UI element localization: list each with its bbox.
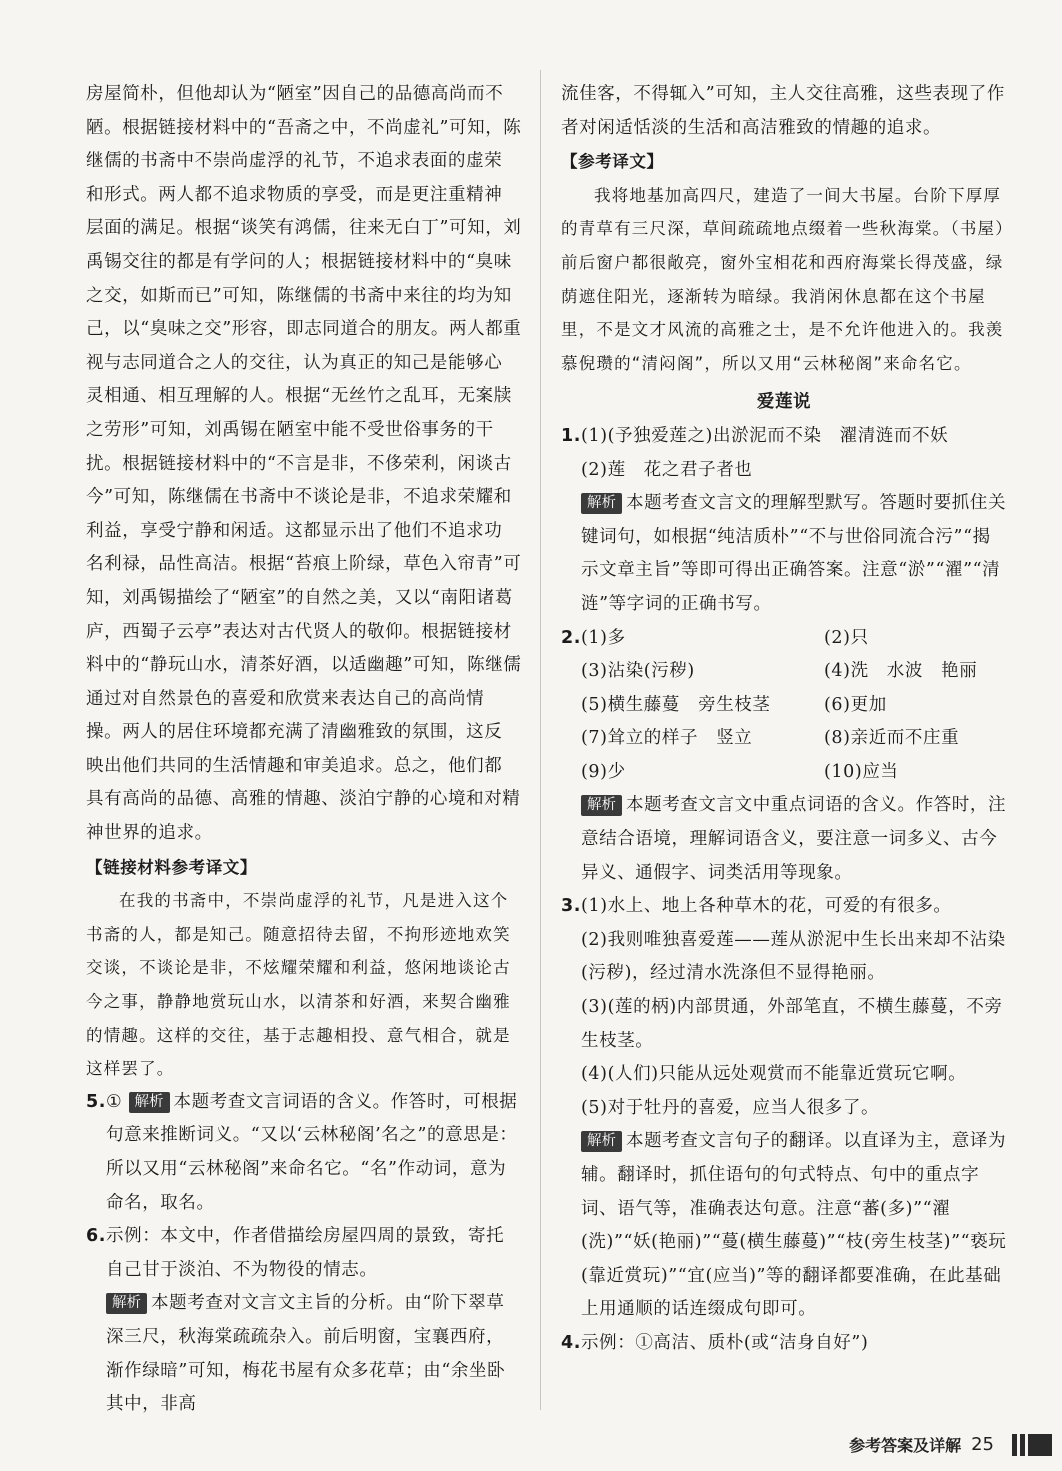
answer-item: (2)只 <box>824 627 869 648</box>
answer-item: (7)耸立的样子 竖立 <box>581 728 753 749</box>
text-line: 禹锡交往的都是有学问的人；根据链接材料中的“臭味 <box>86 251 512 272</box>
analysis-text: 本题考查对文言文主旨的分析。由“阶下翠草深三尺，秋海棠疏疏杂入。前后明窗，宝襄西府，渐作绿暗”可知，梅花书屋有众多花草；由“余坐卧其中，非高 <box>106 1293 506 1415</box>
text-line: 之劳形”可知，刘禹锡在陋室中能不受世俗事务的干 <box>86 419 494 440</box>
analysis-tag: 解析 <box>106 1293 147 1314</box>
answer-item: (10)应当 <box>824 761 899 782</box>
text-line: 操。两人的居住环境都充满了清幽雅致的氛围，这反 <box>86 722 503 743</box>
analysis-text: 本题考查文言词语的含义。作答时，可根据句意来推断词义。“又以‘云林秘阁’名之”的意思是：所以又用“云林秘阁”来命名它。“名”作动词，意为命名，取名。 <box>106 1091 518 1213</box>
footer-label: 参考答案及详解 <box>849 1436 962 1455</box>
answer-row <box>561 622 1007 656</box>
question-number: 2. <box>561 627 582 648</box>
answer: ① <box>106 1091 123 1112</box>
answer: 示例：本文中，作者借描绘房屋四周的景致，寄托自己甘于淡泊、不为物役的情志。 <box>106 1226 505 1280</box>
text-line: 神世界的追求。 <box>86 823 213 844</box>
text-line: 灵相通、相互理解的人。根据“无丝竹之乱耳，无案牍 <box>86 386 512 407</box>
text-line: 料中的“静玩山水，清茶好酒，以适幽趣”可知，陈继儒 <box>86 655 522 676</box>
footer-bar <box>1012 1434 1017 1456</box>
text-line: 层面的满足。根据“谈笑有鸿儒，往来无白丁”可知，刘 <box>86 218 522 239</box>
text-line: 之交，如斯而已”可知，陈继儒的书斋中来往的均为知 <box>86 285 512 306</box>
footer-bar <box>1028 1434 1052 1456</box>
answer: 示例：①高洁、质朴(或“洁身自好”) <box>581 1332 869 1353</box>
text-line: 继儒的书斋中不崇尚虚浮的礼节，不追求表面的虚荣 <box>86 151 503 172</box>
question-4 <box>561 1327 1007 1361</box>
answer-line: (2)莲 花之君子者也 <box>581 459 753 480</box>
text-line: 通过对自然景色的喜爱和欣赏来表达自己的高尚情 <box>86 688 485 709</box>
answer-row <box>561 655 1007 689</box>
answer-item: (2)我则唯独喜爱莲——莲从淤泥中生长出来却不沾染(污秽)，经过清水洗涤但不显得艳丽。 <box>581 929 1006 984</box>
analysis-tag: 解析 <box>581 795 622 816</box>
question-5 <box>86 1086 522 1220</box>
answer-item: (4)(人们)只能从远处观赏而不能靠近赏玩它啊。 <box>581 1064 967 1085</box>
ref-translation-heading: 【参考译文】 <box>561 152 664 172</box>
answer-item: (5)对于牡丹的喜爱，应当人很多了。 <box>581 1097 880 1118</box>
text-line: 具有高尚的品德、高雅的情趣、淡泊宁静的心境和对精 <box>86 789 521 810</box>
page-footer <box>849 1433 1052 1456</box>
left-column <box>86 78 522 1422</box>
question-6 <box>86 1220 522 1287</box>
question-2 <box>561 622 1007 790</box>
link-translation-heading: 【链接材料参考译文】 <box>86 857 257 877</box>
answer-item: (3)(莲的柄)内部贯通，外部笔直，不横生藤蔓，不旁生枝茎。 <box>581 997 1003 1051</box>
page-number: 25 <box>971 1434 994 1455</box>
text-line: 名利禄，品性高洁。根据“苔痕上阶绿，草色入帘青”可 <box>86 554 522 575</box>
text-line: 和形式。两人都不追求物质的享受，而是更注重精神 <box>86 184 503 205</box>
question-1 <box>561 420 1007 454</box>
ref-translation-text: 我将地基加高四尺，建造了一间大书屋。台阶下厚厚的青草有三尺深，草间疏疏地点缀着一些秋海棠。（书屋）前后窗户都很敞亮，窗外宝相花和西府海棠长得茂盛，绿荫遮住阳光，逐渐转为暗绿。我消闲休息都在这个书屋里，不是文才风流的高雅之士，是不允许他进入的。我羡慕倪瓒的“清闷阁”，所以又用“云林秘阁”来命名它。 <box>561 185 1005 373</box>
section-title: 爱莲说 <box>756 392 812 413</box>
text-line: 陋。根据链接材料中的“吾斋之中，不尚虚礼”可知，陈 <box>86 117 522 138</box>
text-line: 映出他们共同的生活情趣和审美追求。总之，他们都 <box>86 755 503 776</box>
text-line: 己，以“臭味之交”形容，即志同道合的朋友。两人都重 <box>86 319 522 340</box>
answer-item: (8)亲近而不庄重 <box>824 728 960 749</box>
analysis-tag: 解析 <box>581 1131 622 1152</box>
link-translation-text: 在我的书斋中，不崇尚虚浮的礼节，凡是进入这个书斋的人，都是知己。随意招待去留，不拘形迹地欢笑交谈，不谈论是非，不炫耀荣耀和利益，悠闲地谈论古今之事，静静地赏玩山水，以清茶和好酒，来契合幽雅的情趣。这样的交往，基于志趣相投、意气相合，就是这样罢了。 <box>86 891 511 1079</box>
analysis-text: 本题考查文言句子的翻译。以直译为主，意译为辅。翻译时，抓住语句的句式特点、句中的重点字词、语气等，准确表达句意。注意“蕃(多)”“濯(洗)”“妖(艳丽)”“蔓(横生藤蔓)”“枝(旁生枝茎)”“亵玩(靠近赏玩)”“宜(应当)”等的翻译都要准确，在此基础上用通顺的话连缀成句即可。 <box>581 1131 1007 1320</box>
text-line: 扰。根据链接材料中的“不言是非，不侈荣利，闲谈古 <box>86 453 512 474</box>
answer-item: (4)洗 水波 艳丽 <box>824 661 978 682</box>
analysis-continuation <box>86 78 522 851</box>
text-line: 视与志同道合之人的交往，认为真正的知己是能够心 <box>86 352 503 373</box>
answer-item <box>561 890 1007 924</box>
column-divider <box>540 70 541 1410</box>
question-2-analysis <box>561 789 1007 890</box>
text-line: 庐，西蜀子云亭”表达对古代贤人的敬仰。根据链接材 <box>86 621 512 642</box>
footer-bars <box>1012 1434 1052 1456</box>
text-line: 今”可知，陈继儒在书斋中不谈论是非，不追求荣耀和 <box>86 487 512 508</box>
answer-line: (1)(予独爱莲之)出淤泥而不染 濯清涟而不妖 <box>581 425 949 446</box>
question-3 <box>561 890 1007 1125</box>
answer-item: (3)沾染(污秽) <box>581 661 695 682</box>
answer-row <box>561 756 1007 790</box>
right-column <box>561 78 1007 1361</box>
analysis-continuation: 流佳客，不得辄入”可知，主人交往高雅，这些表现了作者对闲适恬淡的生活和高洁雅致的情趣的追求。 <box>561 84 1005 138</box>
question-number: 5. <box>86 1091 107 1112</box>
answer-item: (5)横生藤蔓 旁生枝茎 <box>581 694 771 715</box>
question-number: 6. <box>86 1226 107 1247</box>
question-number: 1. <box>561 425 582 446</box>
question-number: 4. <box>561 1332 582 1353</box>
answer-row <box>561 722 1007 756</box>
analysis-tag: 解析 <box>581 493 622 514</box>
answer-item: (1)多 <box>581 627 626 648</box>
question-3-analysis <box>561 1125 1007 1327</box>
footer-bar <box>1020 1434 1025 1456</box>
text-line: 房屋简朴，但他却认为“陋室”因自己的品德高尚而不 <box>86 84 504 104</box>
answer-row <box>561 689 1007 723</box>
text-line: 利益，享受宁静和闲适。这都显示出了他们不追求功 <box>86 520 503 541</box>
analysis-text: 本题考查文言文中重点词语的含义。作答时，注意结合语境，理解词语含义，要注意一词多义、古今异义、通假字、词类活用等现象。 <box>581 795 1007 883</box>
question-number: 3. <box>561 896 582 917</box>
text-line: 知，刘禹锡描绘了“陋室”的自然之美，又以“南阳诸葛 <box>86 587 513 608</box>
question-1-analysis <box>561 487 1007 621</box>
answer-item: (9)少 <box>581 761 626 782</box>
analysis-tag: 解析 <box>129 1092 170 1113</box>
analysis-text: 本题考查文言文的理解型默写。答题时要抓住关键词句，如根据“纯洁质朴”“不与世俗同流合污”“揭示文章主旨”等即可得出正确答案。注意“淤”“濯”“清涟”等字词的正确书写。 <box>581 493 1007 614</box>
answer-item: (6)更加 <box>824 694 887 715</box>
answer-text: (1)水上、地上各种草木的花，可爱的有很多。 <box>581 896 952 917</box>
question-6-analysis <box>86 1287 522 1421</box>
